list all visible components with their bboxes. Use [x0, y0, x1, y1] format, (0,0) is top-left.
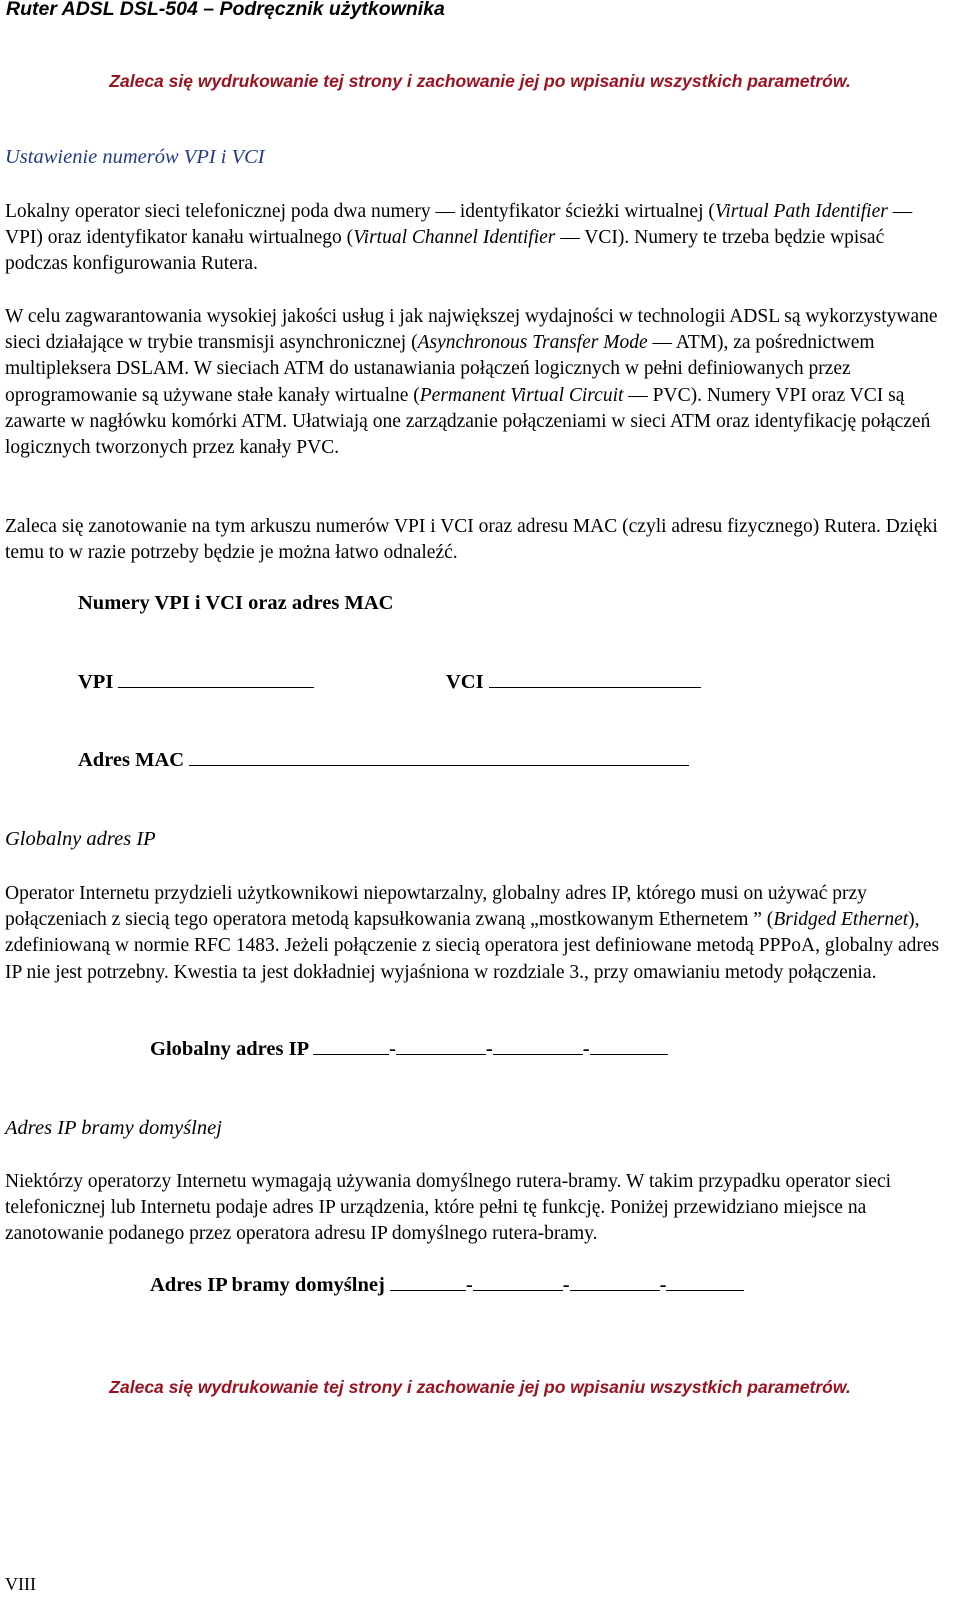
octet-separator: -: [389, 1038, 396, 1060]
paragraph-gateway: Niektórzy operatorzy Internetu wymagają używania domyślnego rutera-bramy. W takim przypadku operator sieci telefonicznej lub Internetu podaje adres IP urządzenia, które pełni tę funkcję. Poniżej przewidziano miejsce na zanotowanie podanego przez operatora adresu IP domyślnego rutera-bramy.: [5, 1171, 892, 1245]
paragraph-atm: W celu zagwarantowania wysokiej jakości usług i jak największej wydajności w technologii ADSL są wykorzystywane sieci działające w trybie transmisji asynchronicznej (Asynchronous Transfer Mode — ATM), za pośrednictwem multipleksera DSLAM. W sieciach ATM do ustanawiania połączeń logicznych w pełni definiowanych przez oprogramowanie są używane stałe kanały wirtualne (Permanent Virtual Circuit — PVC). Numery VPI oraz VCI są zawarte w nagłówku komórki ATM. Ułatwiają one zarządzanie połączeniami w sieci ATM oraz identyfikację połączeń logicznych tworzonych przez kanały PVC.: [5, 306, 938, 459]
global-ip-octet-1[interactable]: [313, 1038, 389, 1055]
gateway-ip-octet-4[interactable]: [666, 1274, 744, 1291]
gateway-ip-label: Adres IP bramy domyślnej: [150, 1274, 385, 1296]
section-heading-global-ip: Globalny adres IP: [5, 828, 156, 850]
mac-blank[interactable]: [189, 749, 689, 766]
global-ip-field[interactable]: [150, 1038, 668, 1061]
section-heading-vpi-vci: Ustawienie numerów VPI i VCI: [5, 146, 265, 168]
fields-title: Numery VPI i VCI oraz adres MAC: [78, 592, 394, 614]
document-header: Ruter ADSL DSL-504 – Podręcznik użytkownika: [6, 0, 445, 20]
global-ip-octet-3[interactable]: [493, 1038, 583, 1055]
global-ip-octet-4[interactable]: [590, 1038, 668, 1055]
global-ip-label: Globalny adres IP: [150, 1038, 308, 1060]
gateway-ip-octet-2[interactable]: [473, 1274, 563, 1291]
vci-label: VCI: [446, 671, 484, 693]
octet-separator: -: [582, 1038, 590, 1060]
vpi-label: VPI: [78, 671, 114, 693]
paragraph-vpi-vci-intro: Lokalny operator sieci telefonicznej poda dwa numery — identyfikator ścieżki wirtualnej (Virtual Path Identifier — VPI) oraz identyfikator kanału wirtualnego (Virtual Channel Identifier — VCI). Numery te trzeba będzie wpisać podczas konfigurowania Rutera.: [5, 201, 913, 275]
print-notice-top: [0, 71, 960, 92]
mac-label: Adres MAC: [78, 749, 185, 771]
print-notice-bottom: [0, 1377, 960, 1398]
octet-separator: -: [659, 1274, 667, 1296]
vpi-blank[interactable]: [118, 671, 314, 688]
octet-separator: -: [562, 1274, 570, 1296]
vpi-field[interactable]: [78, 671, 314, 694]
global-ip-octet-2[interactable]: [396, 1038, 486, 1055]
print-notice-text: Zaleca się wydrukowanie tej strony i zachowanie jej po wpisaniu wszystkich parametrów.: [109, 71, 851, 91]
print-notice-text: Zaleca się wydrukowanie tej strony i zachowanie jej po wpisaniu wszystkich parametrów.: [109, 1377, 851, 1397]
gateway-ip-octet-3[interactable]: [570, 1274, 660, 1291]
paragraph-note-mac: Zaleca się zanotowanie na tym arkuszu numerów VPI i VCI oraz adresu MAC (czyli adresu fizycznego) Rutera. Dzięki temu to w razie potrzeby będzie je można łatwo odnaleźć.: [5, 516, 938, 564]
gateway-ip-octet-1[interactable]: [390, 1274, 466, 1291]
page-number: VIII: [5, 1574, 36, 1594]
octet-separator: -: [485, 1038, 493, 1060]
section-heading-gateway: Adres IP bramy domyślnej: [5, 1117, 222, 1139]
octet-separator: -: [465, 1274, 473, 1296]
mac-field[interactable]: [78, 749, 689, 772]
vci-field[interactable]: [446, 671, 701, 694]
vci-blank[interactable]: [489, 671, 701, 688]
paragraph-global-ip: Operator Internetu przydzieli użytkownikowi niepowtarzalny, globalny adres IP, którego musi on używać przy połączeniach z siecią tego operatora metodą kapsułkowania zwaną „mostkowanym Ethernetem ” (Bridged Ethernet), zdefiniowaną w normie RFC 1483. Jeżeli połączenie z siecią operatora jest definiowane metodą PPPoA, globalny adres IP nie jest potrzebny. Kwestia ta jest dokładniej wyjaśniona w rozdziale 3., przy omawianiu metody połączenia.: [5, 883, 940, 983]
gateway-ip-field[interactable]: [150, 1274, 744, 1297]
